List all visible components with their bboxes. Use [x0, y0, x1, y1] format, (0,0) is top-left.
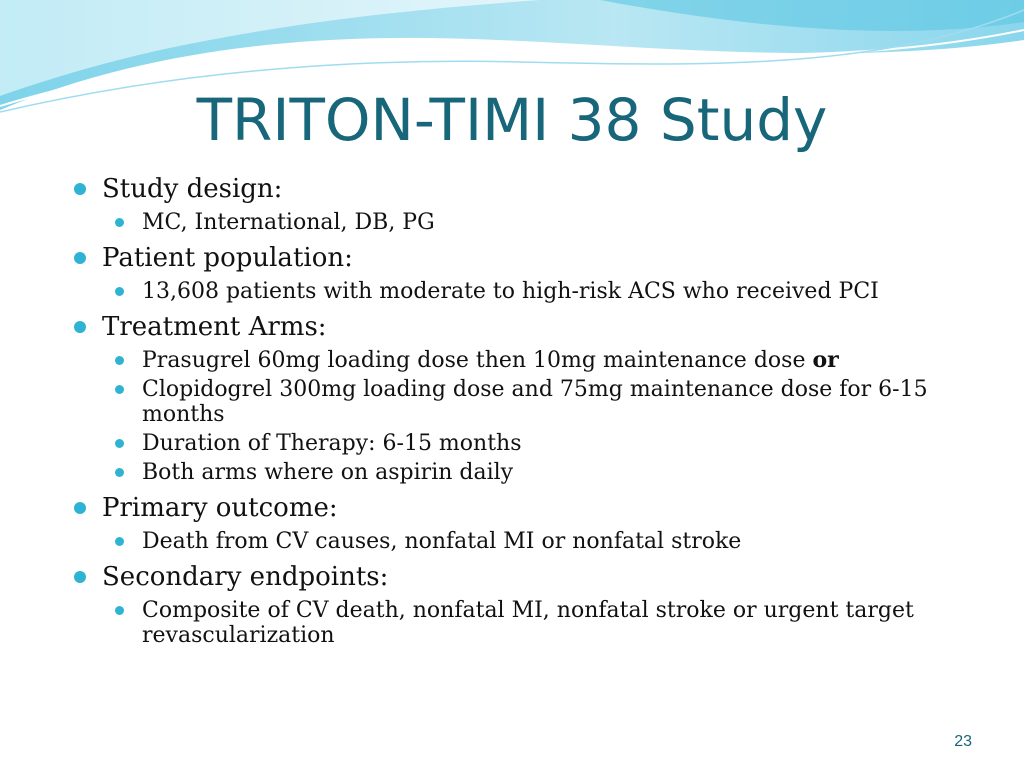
bullet-group-primary-outcome	[72, 491, 962, 554]
sub-bullet-item	[72, 210, 962, 235]
bullet-item	[72, 241, 962, 275]
bullet-icon	[74, 321, 86, 333]
bullet-label: Patient population:	[102, 243, 353, 273]
sub-bullet-text: Prasugrel 60mg loading dose then 10mg maintenance dose	[142, 348, 813, 373]
sub-bullet-text: Composite of CV death, nonfatal MI, nonfatal stroke or urgent target revascularization	[142, 598, 914, 648]
sub-bullet-icon	[115, 606, 124, 615]
bullet-label: Treatment Arms:	[102, 312, 327, 342]
bullet-group-study-design	[72, 172, 962, 235]
bullet-group-secondary-endpoints	[72, 560, 962, 648]
bullet-item	[72, 310, 962, 344]
sub-bullet-icon	[115, 287, 124, 296]
sub-bullet-text: Death from CV causes, nonfatal MI or nonfatal stroke	[142, 529, 742, 554]
sub-bullet-item	[72, 460, 962, 485]
sub-bullet-icon	[115, 385, 124, 394]
sub-bullet-text: Clopidogrel 300mg loading dose and 75mg maintenance dose for 6-15 months	[142, 377, 928, 427]
sub-bullet-emphasis: or	[812, 347, 839, 373]
sub-bullet-item	[72, 529, 962, 554]
bullet-label: Study design:	[102, 174, 283, 204]
bullet-item	[72, 560, 962, 594]
bullet-icon	[74, 502, 86, 514]
page-number: 23	[954, 733, 972, 750]
sub-bullet-item	[72, 279, 962, 304]
slide-title: TRITON-TIMI 38 Study	[196, 86, 828, 154]
bullet-icon	[74, 252, 86, 264]
bullet-icon	[74, 183, 86, 195]
sub-bullet-text: MC, International, DB, PG	[142, 210, 435, 235]
sub-bullet-text: 13,608 patients with moderate to high-risk ACS who received PCI	[142, 279, 879, 304]
sub-bullet-text: Both arms where on aspirin daily	[142, 460, 514, 485]
sub-bullet-text: Duration of Therapy: 6-15 months	[142, 431, 522, 456]
sub-bullet-icon	[115, 468, 124, 477]
bullet-label: Secondary endpoints:	[102, 562, 389, 592]
bullet-group-treatment-arms	[72, 310, 962, 485]
sub-bullet-icon	[115, 537, 124, 546]
sub-bullet-icon	[115, 439, 124, 448]
bullet-list	[72, 170, 962, 654]
sub-bullet-item	[72, 348, 962, 373]
bullet-item	[72, 172, 962, 206]
sub-bullet-item	[72, 377, 962, 427]
sub-bullet-item	[72, 598, 962, 648]
bullet-icon	[74, 571, 86, 583]
sub-bullet-item	[72, 431, 962, 456]
bullet-group-patient-population	[72, 241, 962, 304]
bullet-item	[72, 491, 962, 525]
sub-bullet-icon	[115, 218, 124, 227]
sub-bullet-icon	[115, 356, 124, 365]
bullet-label: Primary outcome:	[102, 493, 338, 523]
